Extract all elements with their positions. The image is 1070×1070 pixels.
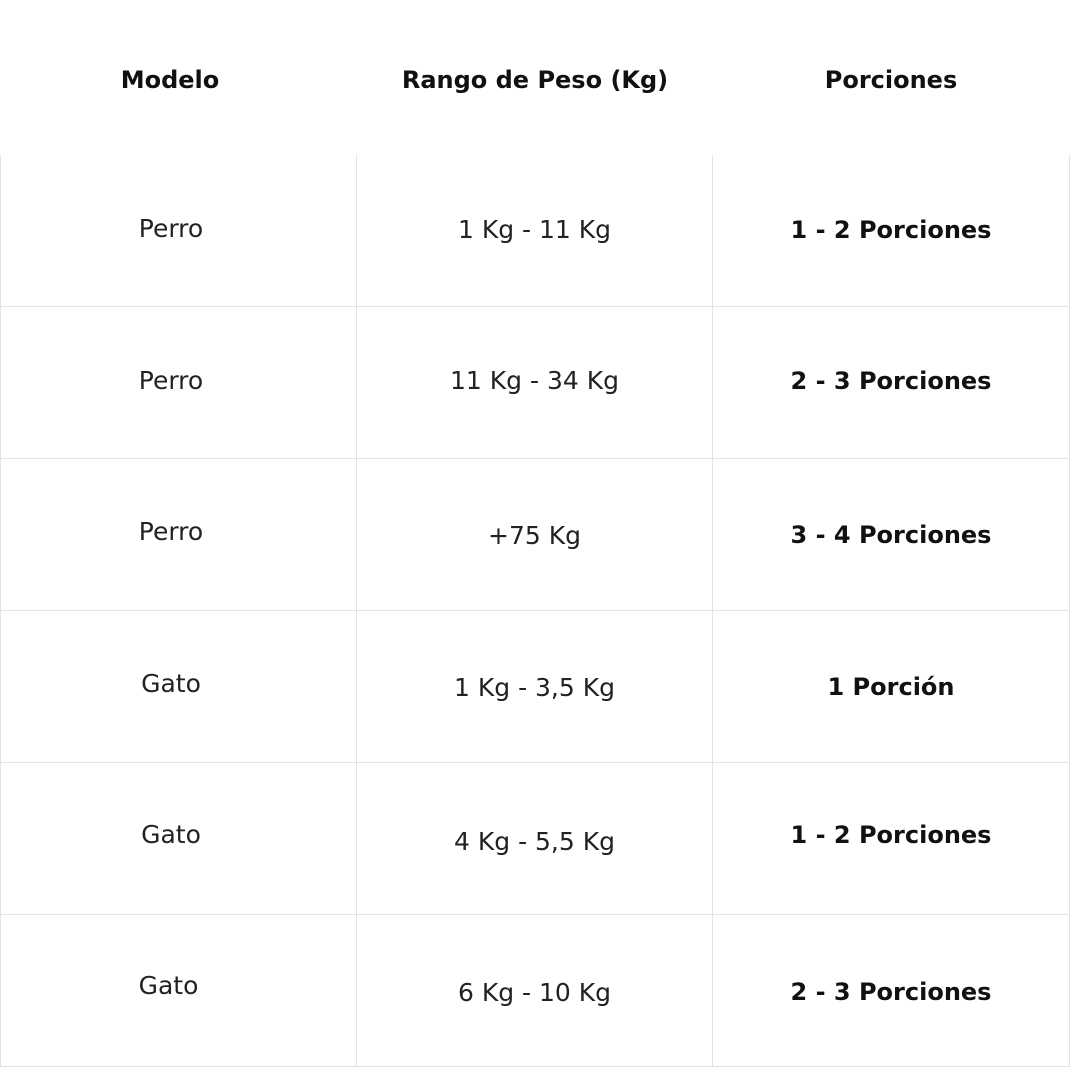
portions-cell: [713, 915, 1070, 1067]
weight-value: 1 Kg - 3,5 Kg: [454, 673, 615, 702]
portions-cell: [713, 307, 1070, 459]
portions-cell: [713, 611, 1070, 763]
model-cell: [0, 155, 357, 307]
table-row: [0, 763, 1070, 916]
table-header-row: [0, 0, 1070, 155]
table-row: [0, 611, 1070, 764]
portions-cell: [713, 155, 1070, 307]
model-cell: [0, 763, 357, 915]
header-portions: Porciones: [824, 66, 958, 94]
model-cell: [0, 459, 357, 611]
model-value: Perro: [138, 517, 204, 546]
weight-value: +75 Kg: [488, 521, 581, 550]
portions-value: 1 - 2 Porciones: [790, 216, 992, 244]
table-row: [0, 459, 1070, 612]
weight-cell: [357, 763, 713, 915]
weight-value: 4 Kg - 5,5 Kg: [454, 827, 615, 856]
table-row: [0, 155, 1070, 308]
portions-value: 3 - 4 Porciones: [790, 521, 992, 549]
model-value: Gato: [138, 971, 199, 1000]
portions-value: 2 - 3 Porciones: [790, 978, 992, 1006]
model-cell: [0, 611, 357, 763]
weight-cell: [357, 307, 713, 459]
weight-value: 11 Kg - 34 Kg: [450, 366, 619, 395]
model-value: Gato: [141, 669, 201, 698]
weight-value: 6 Kg - 10 Kg: [457, 978, 612, 1007]
portions-value: 2 - 3 Porciones: [790, 367, 992, 395]
model-value: Perro: [138, 366, 204, 395]
model-cell: [0, 915, 357, 1067]
table-body: [0, 155, 1070, 1070]
weight-cell: [357, 915, 713, 1067]
portions-value: 1 - 2 Porciones: [790, 821, 992, 849]
portions-value: 1 Porción: [827, 673, 955, 701]
weight-cell: [357, 155, 713, 307]
table-row: [0, 307, 1070, 460]
header-model: Modelo: [120, 66, 220, 94]
header-weight-range: Rango de Peso (Kg): [401, 66, 669, 94]
portions-cell: [713, 763, 1070, 915]
weight-cell: [357, 611, 713, 763]
portions-cell: [713, 459, 1070, 611]
model-cell: [0, 307, 357, 459]
table-row: [0, 915, 1070, 1068]
weight-value: 1 Kg - 11 Kg: [457, 215, 612, 244]
model-value: Perro: [138, 214, 204, 243]
weight-cell: [357, 459, 713, 611]
model-value: Gato: [141, 820, 201, 849]
